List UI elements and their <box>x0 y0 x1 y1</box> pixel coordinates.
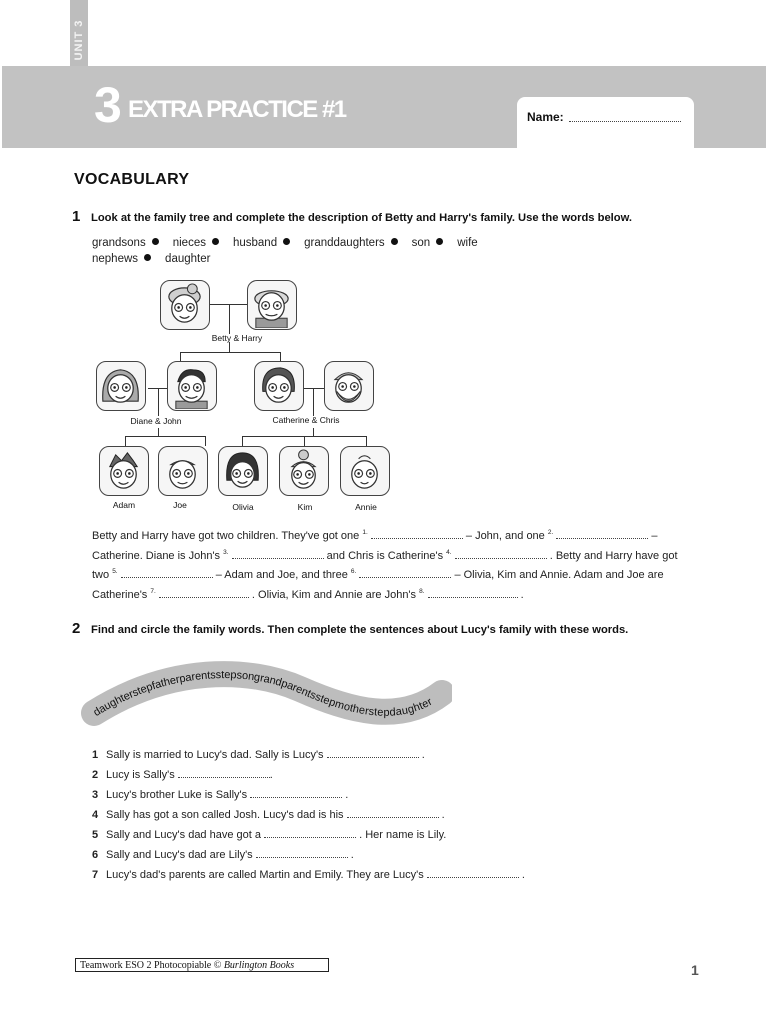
exercise-1-paragraph: Betty and Harry have got two children. They've got one $^{1.}$ – John, and one $^{2.}$ – Catherine. Diane is John's $^{3.}$ and Chris is Catherine's $^{4.}$ . Betty and Harry have got two $^{5.}$ – Adam and Joe, and three $^{6.}$ – Olivia, Kim and Annie. Adam and Joe are Catherine's $^{7.}$ . Olivia, Kim and Annie are John's $^{8.}$ . <box>92 529 678 601</box>
answer-blank[interactable] <box>178 768 270 778</box>
answer-blank[interactable] <box>427 868 519 878</box>
answer-blank[interactable] <box>371 529 463 539</box>
page-number: 1 <box>691 962 699 978</box>
name-blank[interactable] <box>569 121 681 122</box>
sentence-list <box>92 748 525 888</box>
word-bank-item: daughter <box>165 252 211 265</box>
bullet-icon <box>212 238 219 245</box>
answer-blank[interactable] <box>327 748 419 758</box>
bullet-icon <box>152 238 159 245</box>
bullet-icon <box>391 238 398 245</box>
word-bank-item: nephews <box>92 252 139 265</box>
annie-face-icon <box>340 446 390 496</box>
catherine-face-icon <box>254 361 304 411</box>
word-snake <box>80 655 452 737</box>
grandfather-face-icon <box>247 280 297 330</box>
word-bank-item: nieces <box>172 237 206 249</box>
word-bank-item: grandsons <box>92 237 146 249</box>
family-tree <box>92 278 397 518</box>
answer-blank[interactable] <box>250 788 342 798</box>
answer-blank[interactable] <box>359 568 451 578</box>
answer-blank[interactable] <box>121 568 213 578</box>
word-bank <box>92 236 562 267</box>
unit-number: 3 <box>94 77 120 133</box>
tree-label-right-couple: Catherine & Chris <box>272 415 340 425</box>
list-item: 1 Sally is married to Lucy's dad. Sally is Lucy's . <box>92 749 425 761</box>
list-item: 5 Sally and Lucy's dad have got a . Her name is Lily. <box>92 829 447 841</box>
answer-blank[interactable] <box>264 828 356 838</box>
answer-blank[interactable] <box>256 848 348 858</box>
list-item: 2 Lucy is Sally's . <box>92 769 273 781</box>
exercise-1-number: 1 <box>72 208 81 225</box>
word-snake-text[interactable]: daughterstepfatherparentsstepsongrandparentsstepmotherstepdaughter <box>91 669 435 719</box>
john-face-icon <box>167 361 217 411</box>
chris-face-icon <box>324 361 374 411</box>
grandmother-face-icon <box>160 280 210 330</box>
tree-label-grandparents: Betty & Harry <box>211 333 263 343</box>
diane-face-icon <box>96 361 146 411</box>
answer-blank[interactable] <box>232 549 324 559</box>
tree-label-child: Kim <box>297 502 313 512</box>
joe-face-icon <box>158 446 208 496</box>
tree-label-child: Olivia <box>232 502 254 512</box>
tree-label-left-couple: Diane & John <box>130 416 182 426</box>
bullet-icon <box>436 238 443 245</box>
word-bank-item: granddaughters <box>304 237 385 249</box>
word-bank-item: wife <box>457 237 478 249</box>
list-item: 6 Sally and Lucy's dad are Lily's . <box>92 849 354 861</box>
footer-copyright: Teamwork ESO 2 Photocopiable © Burlington Books <box>75 958 329 972</box>
answer-blank[interactable] <box>347 808 439 818</box>
tree-label-child: Adam <box>112 500 136 510</box>
adam-face-icon <box>99 446 149 496</box>
word-bank-item: son <box>411 237 431 249</box>
list-item: 4 Sally has got a son called Josh. Lucy's dad is his . <box>92 809 445 821</box>
page-title: EXTRA PRACTICE #1 <box>128 96 346 123</box>
word-bank-item: husband <box>232 237 278 249</box>
tree-label-child: Joe <box>173 500 187 510</box>
list-item: 7 Lucy's dad's parents are called Martin and Emily. They are Lucy's . <box>92 869 525 881</box>
name-label: Name: <box>527 110 564 124</box>
name-box <box>517 97 694 157</box>
exercise-2-number: 2 <box>72 620 81 637</box>
list-item: 3 Lucy's brother Luke is Sally's . <box>92 789 349 801</box>
section-title: VOCABULARY <box>74 171 190 188</box>
bullet-icon <box>283 238 290 245</box>
answer-blank[interactable] <box>556 529 648 539</box>
answer-blank[interactable] <box>428 588 518 598</box>
answer-blank[interactable] <box>455 549 547 559</box>
tree-label-child: Annie <box>355 502 377 512</box>
exercise-1-instruction: Look at the family tree and complete the description of Betty and Harry's family. Use the words below. <box>91 212 633 224</box>
olivia-face-icon <box>218 446 268 496</box>
exercise-2-instruction: Find and circle the family words. Then complete the sentences about Lucy's family with these words. <box>91 624 629 636</box>
kim-face-icon <box>279 446 329 496</box>
bullet-icon <box>144 254 151 261</box>
unit-tab-label: UNIT 3 <box>73 19 85 61</box>
answer-blank[interactable] <box>159 588 249 598</box>
